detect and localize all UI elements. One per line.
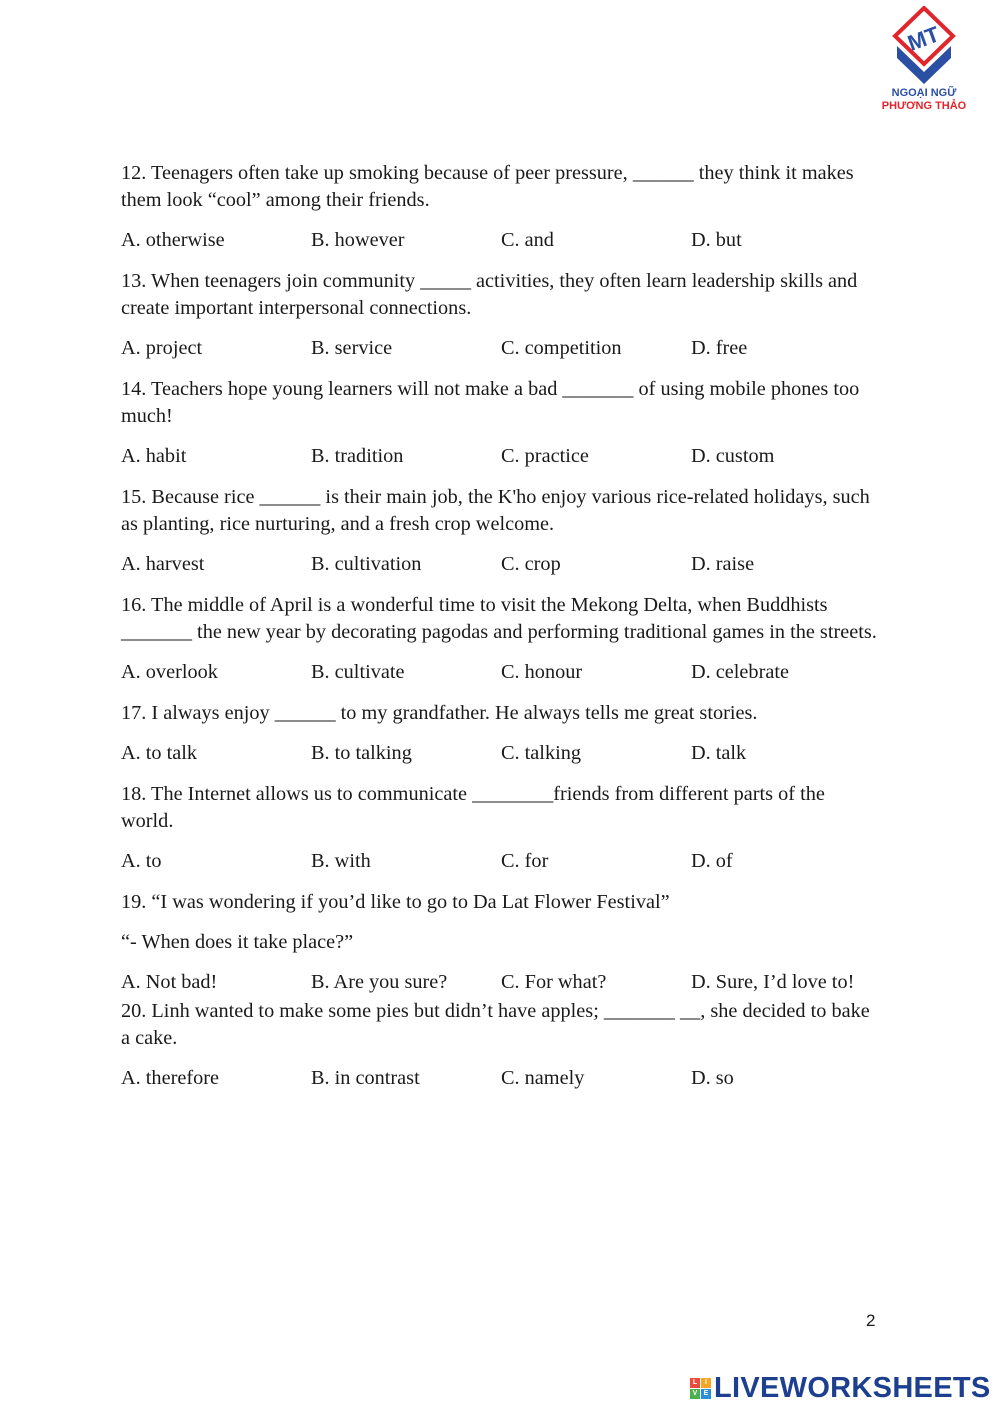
option-d: D. but <box>691 229 742 251</box>
question-17 <box>121 700 881 767</box>
option-b: B. tradition <box>311 445 404 467</box>
question-stem: 19. “I was wondering if you’d like to go to Da Lat Flower Festival” <box>121 891 670 913</box>
option-d: D. celebrate <box>691 661 789 683</box>
question-14 <box>121 376 881 470</box>
question-stem: 14. Teachers hope young learners will not make a bad _______ of using mobile phones too much! <box>121 378 860 427</box>
option-c: C. for <box>501 850 549 872</box>
answer-options <box>121 848 881 875</box>
option-b: B. cultivation <box>311 553 422 575</box>
question-20 <box>121 998 881 1092</box>
option-d: D. so <box>691 1067 734 1089</box>
option-b: B. in contrast <box>311 1067 420 1089</box>
option-a: A. Not bad! <box>121 971 218 993</box>
option-c: C. honour <box>501 661 583 683</box>
option-c: C. practice <box>501 445 589 467</box>
option-c: C. talking <box>501 742 581 764</box>
option-c: C. and <box>501 229 554 251</box>
question-15 <box>121 484 881 578</box>
option-a: A. harvest <box>121 553 205 575</box>
option-a: A. overlook <box>121 661 218 683</box>
question-stem: 15. Because rice ______ is their main job, the K'ho enjoy various rice-related holidays, such as planting, rice nurturing, and a fresh crop welcome. <box>121 486 870 535</box>
answer-options <box>121 551 881 578</box>
option-b: B. to talking <box>311 742 412 764</box>
question-stem: 16. The middle of April is a wonderful time to visit the Mekong Delta, when Buddhists _______ the new year by decorating pagodas and performing traditional games in the streets. <box>121 594 877 643</box>
answer-options <box>121 227 881 254</box>
page-number: 2 <box>866 1311 876 1330</box>
logo-line-2: PHƯƠNG THẢO <box>881 100 967 112</box>
logo-letter-v: V <box>690 1389 700 1399</box>
liveworksheets-wordmark: LIVEWORKSHEETS <box>714 1371 991 1404</box>
question-reply-line: “- When does it take place?” <box>121 931 354 953</box>
question-list <box>121 160 881 1106</box>
question-stem: 12. Teenagers often take up smoking because of peer pressure, ______ they think it makes them look “cool” among their friends. <box>121 162 854 211</box>
question-stem: 20. Linh wanted to make some pies but didn’t have apples; _______ __, she decided to bake a cake. <box>121 1000 870 1049</box>
logo-letter-i: I <box>701 1378 711 1388</box>
option-c: C. crop <box>501 553 561 575</box>
option-c: C. For what? <box>501 971 607 993</box>
ngoai-ngu-phuong-thao-logo <box>872 6 976 118</box>
option-a: A. project <box>121 337 203 359</box>
option-a: A. therefore <box>121 1067 219 1089</box>
option-b: B. however <box>311 229 405 251</box>
answer-options <box>121 1065 881 1092</box>
liveworksheets-logo-icon <box>690 1378 711 1399</box>
mt-logo-icon <box>891 6 957 86</box>
answer-options <box>121 335 881 362</box>
option-b: B. with <box>311 850 371 872</box>
logo-letter-l: L <box>690 1378 700 1388</box>
answer-options <box>121 443 881 470</box>
answer-options <box>121 740 881 767</box>
question-18 <box>121 781 881 875</box>
question-13 <box>121 268 881 362</box>
question-stem: 17. I always enjoy ______ to my grandfather. He always tells me great stories. <box>121 702 758 724</box>
option-d: D. Sure, I’d love to! <box>691 971 855 993</box>
logo-letter-e: E <box>701 1389 711 1399</box>
option-d: D. of <box>691 850 733 872</box>
question-12 <box>121 160 881 254</box>
question-stem: 18. The Internet allows us to communicate ________friends from different parts of the world. <box>121 783 825 832</box>
option-b: B. service <box>311 337 393 359</box>
liveworksheets-brand[interactable] <box>690 1372 991 1404</box>
option-a: A. otherwise <box>121 229 225 251</box>
question-stem: 13. When teenagers join community _____ activities, they often learn leadership skills and create important interpersonal connections. <box>121 270 858 319</box>
option-d: D. free <box>691 337 748 359</box>
option-b: B. cultivate <box>311 661 405 683</box>
answer-options <box>121 969 881 996</box>
answer-options <box>121 659 881 686</box>
question-16 <box>121 592 881 686</box>
option-d: D. raise <box>691 553 755 575</box>
option-a: A. to talk <box>121 742 198 764</box>
option-c: C. namely <box>501 1067 585 1089</box>
logo-line-1: NGOẠI NGỮ <box>891 87 957 99</box>
option-c: C. competition <box>501 337 622 359</box>
option-d: D. custom <box>691 445 775 467</box>
question-19 <box>121 889 881 996</box>
logo-mark-text: MT <box>904 21 943 56</box>
option-d: D. talk <box>691 742 747 764</box>
option-a: A. habit <box>121 445 187 467</box>
option-a: A. to <box>121 850 162 872</box>
option-b: B. Are you sure? <box>311 971 448 993</box>
